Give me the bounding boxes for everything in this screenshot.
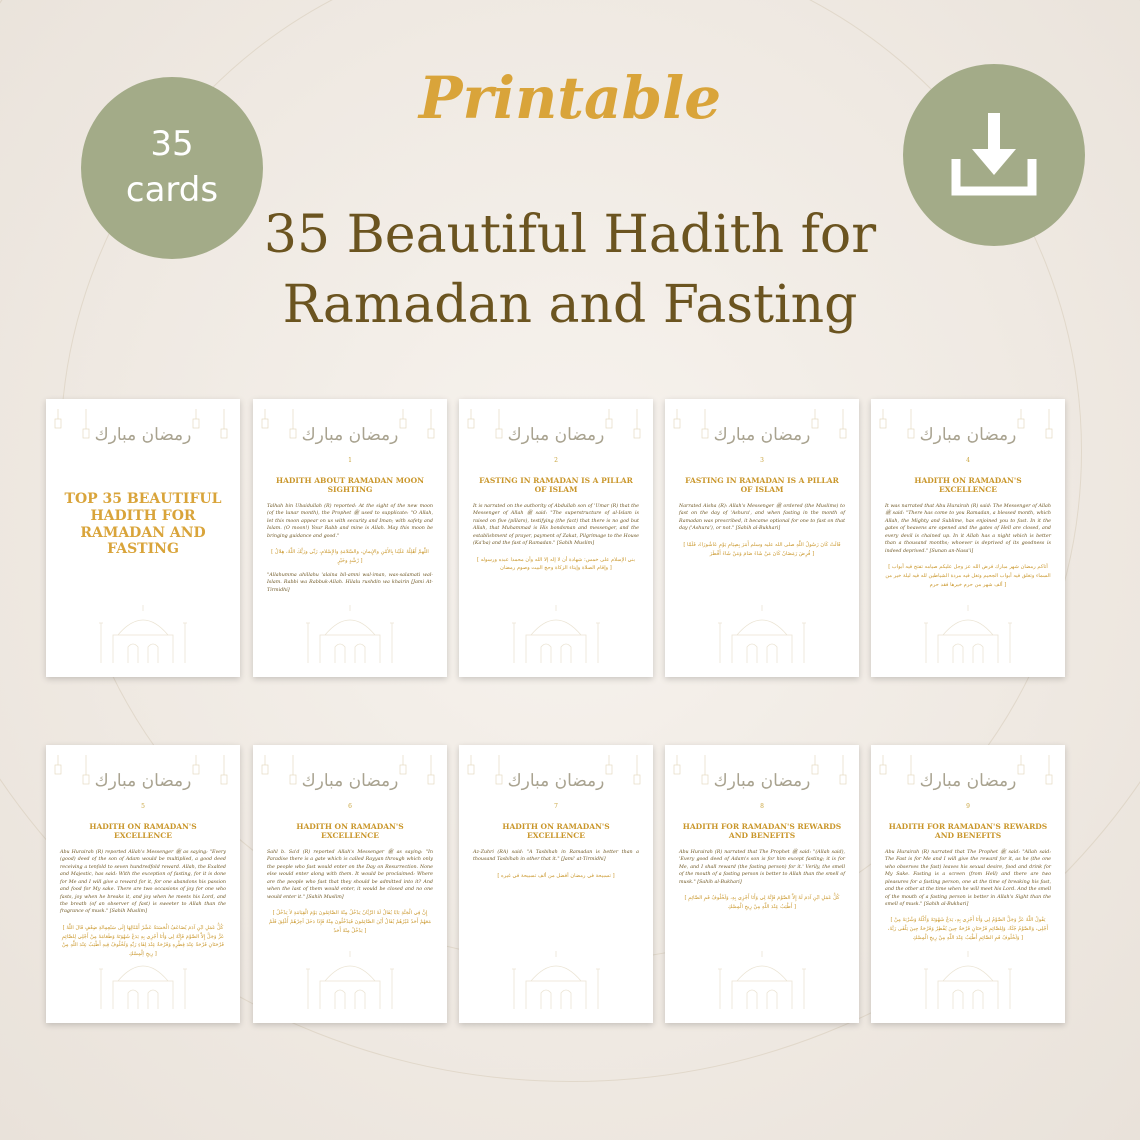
lantern-ornament	[871, 409, 1065, 469]
hadith-text: Sahl b. Sa'd (R) reported Allah's Messenger ﷺ as saying: "In Paradise there is a gate which is called Rayyan through which only the people who fast would enter on the Day on Resurrection. None else would enter along with them. It would be proclaimed: Where are the people who fast that they should be admitted into it? And when the last of them would enter, it would be closed and no one would enter it." [Sahih Muslim]	[267, 850, 433, 900]
mosque-ornament	[300, 601, 400, 663]
hadith-text: It was narrated that Abu Hurairah (R) said: The Messenger of Allah ﷺ said: "There has come to you Ramadan, a blessed month, which Allah, the Mighty and Sublime, has enjoined you to fast. In it the gates of heavens are opened and the gates of Hell are closed, and every devil is chained up. In it Allah has a night which is better than a thousand months; whoever is deprived of its goodness is indeed deprived." [Sunan an-Nasa'i]	[885, 504, 1051, 554]
arabic-text: [ قَالَتْ كَانَ رَسُولُ اللَّهِ صلى الله عليه وسلم أَمَرَ بِصِيَامِ يَوْمِ عَاشُورَاءَ، فَلَمَّا فُرِضَ رَمَضَانُ كَانَ مَنْ شَاءَ صَامَ وَمَنْ شَاءَ أَفْطَرَ ]	[683, 541, 841, 557]
ramadan-calligraphy: رمضان مبارك	[507, 771, 605, 791]
hadith-text: It is narrated on the authority of Abdullah son of 'Umar (R) that the Messenger of Allah ﷺ said: "The superstructure of al-Islam is raised on five (pillars), testifying (the fact) that there is no god but Allah, that Muhammad is His bondsman and messenger, and the establishment of prayer, payment of Zakat, Pilgrimage to the House (Ka'ba) and the fast of Ramadan." [Sahih Muslim]	[473, 504, 640, 547]
hadith-card	[46, 745, 240, 1023]
card-count-unit: cards	[125, 170, 219, 210]
card-number: 5	[141, 803, 145, 810]
card-heading: HADITH FOR RAMADAN'S REWARDS AND BENEFITS	[682, 822, 842, 840]
lantern-ornament	[665, 755, 859, 815]
arabic-text: [ يَقُولُ اللَّهُ عَزَّ وَجَلَّ الصَّوْمُ لِي وَأَنَا أَجْزِي بِهِ، يَدَعُ شَهْوَتَهُ وَأَكْلَهُ وَشُرْبَهُ مِنْ أَجْلِي، وَالصَّوْمُ جُنَّةٌ، وَلِلصَّائِمِ فَرْحَتَانِ فَرْحَةٌ حِينَ يُفْطِرُ وَفَرْحَةٌ حِينَ يَلْقَى رَبَّهُ، وَلَخُلُوفُ فَمِ الصَّائِمِ أَطْيَبُ عِنْدَ اللَّهِ مِنْ رِيحِ الْمِسْكِ ]	[887, 917, 1049, 942]
card-heading: HADITH FOR RAMADAN'S REWARDS AND BENEFITS	[888, 822, 1048, 840]
ramadan-calligraphy: رمضان مبارك	[301, 425, 399, 445]
card-heading: HADITH ON RAMADAN'S EXCELLENCE	[502, 822, 610, 840]
hadith-card	[253, 399, 447, 677]
card-number: 3	[760, 457, 764, 464]
arabic-text: [ كُلُّ عَمَلِ ابْنِ آدَمَ يُضَاعَفُ الْحَسَنَةُ عَشْرُ أَمْثَالِهَا إِلَى سَبْعِمِائَةِ ضِعْفٍ قَالَ اللَّهُ عَزَّ وَجَلَّ إِلاَّ الصَّوْمَ فَإِنَّهُ لِي وَأَنَا أَجْزِي بِهِ يَدَعُ شَهْوَتَهُ وَطَعَامَهُ مِنْ أَجْلِي لِلصَّائِمِ فَرْحَتَانِ فَرْحَةٌ عِنْدَ فِطْرِهِ وَفَرْحَةٌ عِنْدَ لِقَاءِ رَبِّهِ وَلَخُلُوفُ فِيهِ أَطْيَبُ عِنْدَ اللَّهِ مِنْ رِيحِ الْمِسْكِ ]	[61, 924, 225, 958]
mosque-ornament	[300, 947, 400, 1009]
card-heading: HADITH ON RAMADAN'S EXCELLENCE	[914, 476, 1022, 494]
card-count: 35	[150, 124, 194, 165]
card-number: 8	[760, 803, 764, 810]
hadith-text: Az-Zuhri (RA) said: "A Tasbihah in Ramadan is better than a thousand Tasbihah in other that it." [Jami' at-Tirmidhi]	[473, 850, 639, 863]
card-heading: FASTING IN RAMADAN IS A PILLAR OF ISLAM	[685, 476, 839, 494]
card-number: 1	[348, 457, 352, 464]
arabic-text: [ بني الإسلام على خمس: شهادة أن لا إله إلا الله وأن محمدا عبده ورسوله وإقام الصلاة وإيتاء الزكاة وحج البيت وصوم رمضان ]	[476, 556, 636, 572]
hadith-text: Abu Hurairah (R) reported Allah's Messenger ﷺ as saying: "Every (good) deed of the son of Adam would be multiplied, a good deed receiving a tenfold to seven hundredfold reward. Allah, the Exalted and Majestic, has said: With the exception of fasting, for it is done for Me and I will give a reward for it, for one abandons his passion and food for My sake. There are two occasions of joy for one who fasts, joy when he breaks it, and joy when he meets his Lord, and the breath (of an observer of fast) is sweeter to Allah than the fragrance of musk." [Sahih Muslim]	[60, 850, 226, 915]
card-body	[267, 849, 433, 935]
hadith-text: Abu Hurairah (R) narrated that The Prophet ﷺ said: "(Allah said), 'Every good deed of Adam's son is for him except fasting; it is for Me, and I shall reward (the fasting person) for it.' Verily, the smell of the mouth of a fasting person is better to Allah than the smell of musk." [Sahih al-Bukhari]	[679, 850, 845, 885]
hadith-card	[459, 745, 653, 1023]
card-number: 2	[554, 457, 558, 464]
hadith-text: Abu Hurairah (R) narrated that The Prophet ﷺ said: "Allah said: The Fast is for Me and I will give the reward for it, as he (the one who observes the fast) leaves his sexual desire, food and drink for My Sake. Fasting is a screen (from Hell) and there are two pleasures for a fasting person, one at the time of breaking his fast, and the other at the time when he will meet his Lord. And the smell of the mouth of a fasting person is better in Allah's Sight than the smell of musk." [Sahih al-Bukhari]	[885, 850, 1051, 907]
hadith-card	[253, 745, 447, 1023]
card-body	[473, 849, 639, 881]
card-body	[885, 503, 1051, 589]
mosque-ornament	[712, 601, 812, 663]
ramadan-calligraphy: رمضان مبارك	[507, 425, 605, 445]
card-heading: HADITH ON RAMADAN'S EXCELLENCE	[296, 822, 404, 840]
mosque-ornament	[918, 601, 1018, 663]
card-number: 7	[554, 803, 558, 810]
mosque-ornament	[93, 601, 193, 663]
ramadan-calligraphy: رمضان مبارك	[919, 771, 1017, 791]
hadith-card	[459, 399, 653, 677]
transliteration-text: "Allahumma ahillahu 'alaina bil-amni wal-iman, was-salamati wal-Islam. Rabbi wa Rabbuk-Allah. Hilalu rushdin wa khairin [Jami At-Tirmidhi]	[267, 572, 433, 593]
ramadan-calligraphy: رمضان مبارك	[713, 771, 811, 791]
title-line-2: Ramadan and Fasting	[282, 275, 858, 335]
ramadan-calligraphy: رمضان مبارك	[301, 771, 399, 791]
hadith-text: Narrated Aisha (R): Allah's Messenger ﷺ ordered (the Muslims) to fast on the day of 'Ashura', and when fasting in the month of Ramadan was prescribed, it became optional for one to fast on that day ('Ashura'), or not." [Sahih al-Bukhari]	[679, 504, 845, 532]
lantern-ornament	[253, 409, 447, 469]
card-body	[885, 849, 1051, 943]
card-number: 4	[966, 457, 970, 464]
card-heading: HADITH ABOUT RAMADAN MOON SIGHTING	[276, 476, 424, 494]
card-body	[679, 503, 845, 558]
card-heading: HADITH ON RAMADAN'S EXCELLENCE	[89, 822, 197, 840]
page-title	[180, 200, 960, 340]
card-heading: FASTING IN RAMADAN IS A PILLAR OF ISLAM	[479, 476, 633, 494]
ramadan-calligraphy: رمضان مبارك	[94, 771, 192, 791]
mosque-ornament	[506, 947, 606, 1009]
hadith-card	[871, 399, 1065, 677]
card-body	[473, 503, 639, 573]
ramadan-calligraphy: رمضان مبارك	[94, 425, 192, 445]
title-line-1: 35 Beautiful Hadith for	[263, 205, 877, 265]
arabic-text: [ إِنَّ فِي الْجَنَّةِ بَابًا يُقَالُ لَهُ الرَّيَّانُ يَدْخُلُ مِنْهُ الصَّائِمُونَ يَوْمَ الْقِيَامَةِ لاَ يَدْخُلُ مَعَهُمْ أَحَدٌ غَيْرُهُمْ يُقَالُ أَيْنَ الصَّائِمُونَ فَيَدْخُلُونَ مِنْهُ فَإِذَا دَخَلَ آخِرُهُمْ أُغْلِقَ فَلَمْ يَدْخُلْ مِنْهُ أَحَدٌ ]	[268, 909, 431, 934]
printable-label: Printable	[418, 64, 722, 132]
lantern-ornament	[459, 755, 653, 815]
arabic-text: [ اللَّهمَّ أَهْلِلْهُ عَلَيْنا بِالأَمْنِ والإِيمانِ، والسَّلامَةِ والإِسْلامِ، رَبِّي ورَبُّكَ اللَّهُ، هِلالُ رُشْدٍ وخَيْرٍ ]	[271, 549, 429, 564]
cover-title: TOP 35 BEAUTIFUL HADITH FOR RAMADAN AND FASTING	[64, 491, 222, 558]
arabic-text: [ كُلُّ عَمَلِ ابْنِ آدَمَ لَهُ إِلاَّ الصَّوْمَ فَإِنَّهُ لِي وَأَنَا أَجْزِي بِهِ، وَلَخُلُوفُ فَمِ الصَّائِمِ أَطْيَبُ عِنْدَ اللَّهِ مِنْ رِيحِ الْمِسْكِ ]	[684, 895, 840, 910]
mosque-ornament	[506, 601, 606, 663]
lantern-ornament	[46, 409, 240, 469]
lantern-ornament	[459, 409, 653, 469]
arabic-text: [ تسبيحة في رمضان أفضل من ألف تسبيحة في غيره ]	[497, 872, 615, 879]
card-number: 6	[348, 803, 352, 810]
mosque-ornament	[918, 947, 1018, 1009]
lantern-ornament	[665, 409, 859, 469]
lantern-ornament	[253, 755, 447, 815]
hadith-card	[665, 745, 859, 1023]
card-body	[267, 503, 433, 594]
ramadan-calligraphy: رمضان مبارك	[919, 425, 1017, 445]
ramadan-calligraphy: رمضان مبارك	[713, 425, 811, 445]
mosque-ornament	[712, 947, 812, 1009]
card-number: 9	[966, 803, 970, 810]
card-body	[679, 849, 845, 912]
hadith-text: Talhah bin Ubaidullah (R) reported: At the sight of the new moon (of the lunar month), the Prophet ﷺ used to supplicate: "O Allah, let this moon appear on us with security and Iman; with safety and Islam. (O moon!) Your Rabb and mine is Allah. May this moon be bringing guidance and good."	[267, 504, 433, 539]
mosque-ornament	[93, 947, 193, 1009]
card-body	[60, 849, 226, 959]
lantern-ornament	[46, 755, 240, 815]
arabic-text: [ أتاكم رمضان شهر مبارك فرض الله عز وجل عليكم صيامه تفتح فيه أبواب السماء وتغلق فيه أبواب الجحيم وتغل فيه مردة الشياطين لله فيه ليلة خير من ألف شهر من حرم خيرها فقد حرم ]	[885, 563, 1051, 588]
hadith-card	[665, 399, 859, 677]
lantern-ornament	[871, 755, 1065, 815]
hadith-card	[871, 745, 1065, 1023]
hadith-card-cover	[46, 399, 240, 677]
